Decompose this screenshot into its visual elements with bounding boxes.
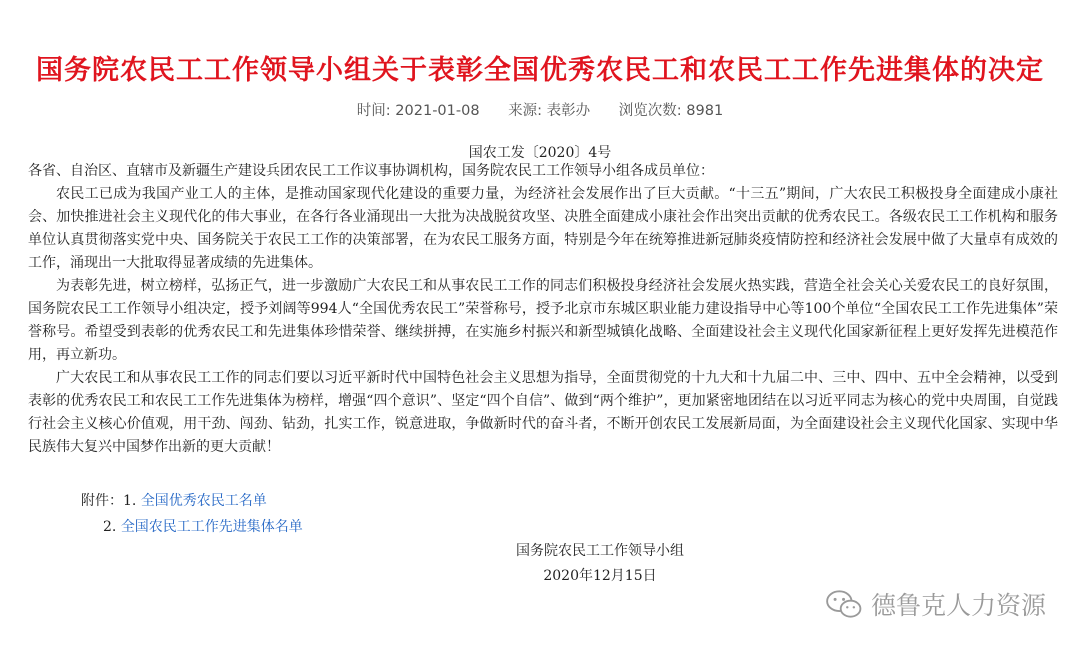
paragraph-1: 农民工已成为我国产业工人的主体，是推动国家现代化建设的重要力量，为经济社会发展作出了巨大贡献。“十三五”期间，广大农民工积极投身全面建成小康社会、加快推进社会主义现代化的伟大事业，在各行各业涌现出一大批为决战脱贫攻坚、决胜全面建成小康社会作出突出贡献的优秀农民工。各级农民工工作机构和服务单位认真贯彻落实党中央、国务院关于农民工工作的决策部署，在为农民工服务方面，特别是今年在统筹推进新冠肺炎疫情防控和经济社会发展中做了大量卓有成效的工作，涌现出一大批取得显著成绩的先进集体。 — [28, 186, 1058, 271]
paragraph-2: 为表彰先进，树立榜样，弘扬正气，进一步激励广大农民工和从事农民工工作的同志们积极投身经济社会发展火热实践，营造全社会关心关爱农民工的良好氛围，国务院农民工工作领导小组决定，授予刘阔等994人“全国优秀农民工”荣誉称号，授予北京市东城区职业能力建设指导中心等100个单位“全国农民工工作先进集体”荣誉称号。希望受到表彰的优秀农民工和先进集体珍惜荣誉、继续拼搏，在实施乡村振兴和新型城镇化战略、全面建设社会主义现代化国家新征程上更好发挥先进模范作用，再立新功。 — [28, 278, 1058, 363]
attachment-row-2 — [81, 514, 303, 540]
attachment-label-2: 2. — [103, 519, 117, 535]
salutation: 各省、自治区、直辖市及新疆生产建设兵团农民工工作议事协调机构，国务院农民工工作领导小组各成员单位： — [28, 163, 714, 179]
attachment-link-1[interactable]: 全国优秀农民工名单 — [140, 493, 267, 509]
attachments — [81, 488, 303, 540]
page-title: 国务院农民工工作领导小组关于表彰全国优秀农民工和农民工工作先进集体的决定 — [36, 55, 1044, 86]
signature-org: 国务院农民工工作领导小组 — [516, 543, 684, 559]
signature — [470, 539, 730, 589]
document-number: 国农工发〔2020〕4号 — [468, 145, 612, 161]
attachment-label: 附件：1. — [81, 493, 137, 509]
source: 来源: 表彰办 — [508, 103, 591, 119]
article-body — [28, 160, 1058, 459]
view-count: 浏览次数: 8981 — [618, 103, 724, 119]
attachment-link-2[interactable]: 全国农民工工作先进集体名单 — [120, 519, 303, 535]
attachment-row-1 — [81, 488, 303, 514]
watermark — [825, 586, 1046, 622]
watermark-text: 德鲁克人力资源 — [870, 591, 1046, 620]
signature-date: 2020年12月15日 — [543, 568, 657, 584]
paragraph-3: 广大农民工和从事农民工工作的同志们要以习近平新时代中国特色社会主义思想为指导，全面贯彻党的十九大和十九届二中、三中、四中、五中全会精神，以受到表彰的优秀农民工和农民工工作先进集体为榜样，增强“四个意识”、坚定“四个自信”、做到“两个维护”，更加紧密地团结在以习近平同志为核心的党中央周围，自觉践行社会主义核心价值观，用干劲、闯劲、钻劲，扎实工作，锐意进取，争做新时代的奋斗者，不断开创农民工发展新局面，为全面建设社会主义现代化国家、实现中华民族伟大复兴中国梦作出新的更大贡献！ — [28, 370, 1058, 455]
publish-time: 时间: 2021-01-08 — [356, 103, 480, 119]
article-meta — [0, 99, 1080, 120]
wechat-icon — [825, 589, 863, 619]
